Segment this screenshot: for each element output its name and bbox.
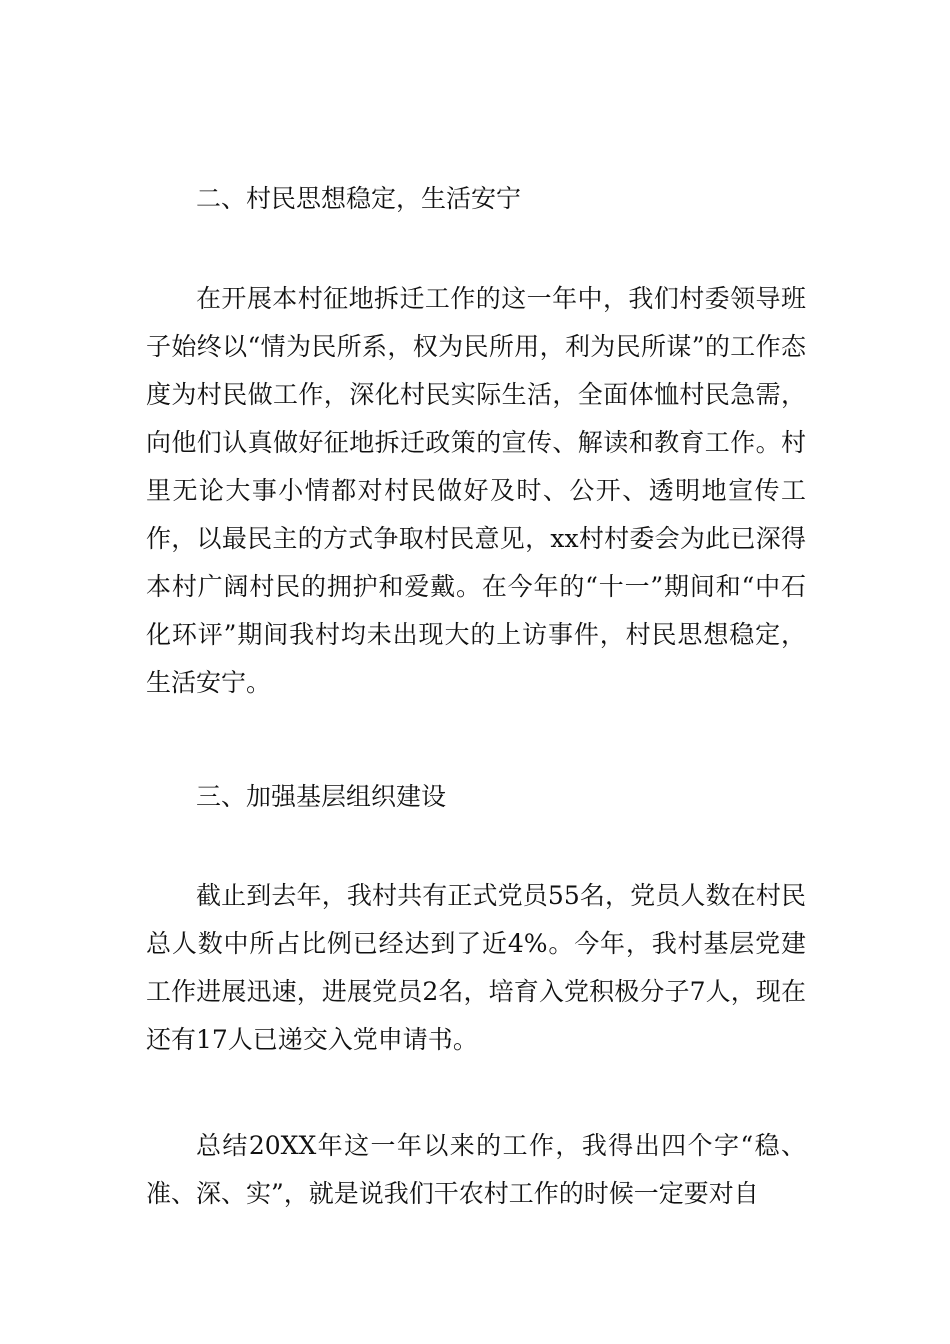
- summary-paragraph: 总结20XX年这一年以来的工作，我得出四个字“稳、准、深、实”，就是说我们干农村工作的时候一定要对自: [146, 1131, 806, 1208]
- section-two-paragraph: 在开展本村征地拆迁工作的这一年中，我们村委领导班子始终以“情为民所系，权为民所用，利为民所谋”的工作态度为村民做工作，深化村民实际生活，全面体恤村民急需，向他们认真做好征地拆迁政策的宣传、解读和教育工作。村里无论大事小情都对村民做好及时、公开、透明地宣传工作，以最民主的方式争取村民意见，xx村村委会为此已深得本村广阔村民的拥护和爱戴。在今年的“十一”期间和“中石化环评”期间我村均未出现大的上访事件，村民思想稳定，生活安宁。: [146, 284, 806, 697]
- section-three-paragraph: 截止到去年，我村共有正式党员55名，党员人数在村民总人数中所占比例已经达到了近4%。今年，我村基层党建工作进展迅速，进展党员2名，培育入党积极分子7人，现在还有17人已递交入党申请书。: [146, 881, 806, 1054]
- section-heading-three: 三、加强基层组织建设: [196, 782, 447, 811]
- section-heading-two: 二、村民思想稳定，生活安宁: [196, 184, 522, 213]
